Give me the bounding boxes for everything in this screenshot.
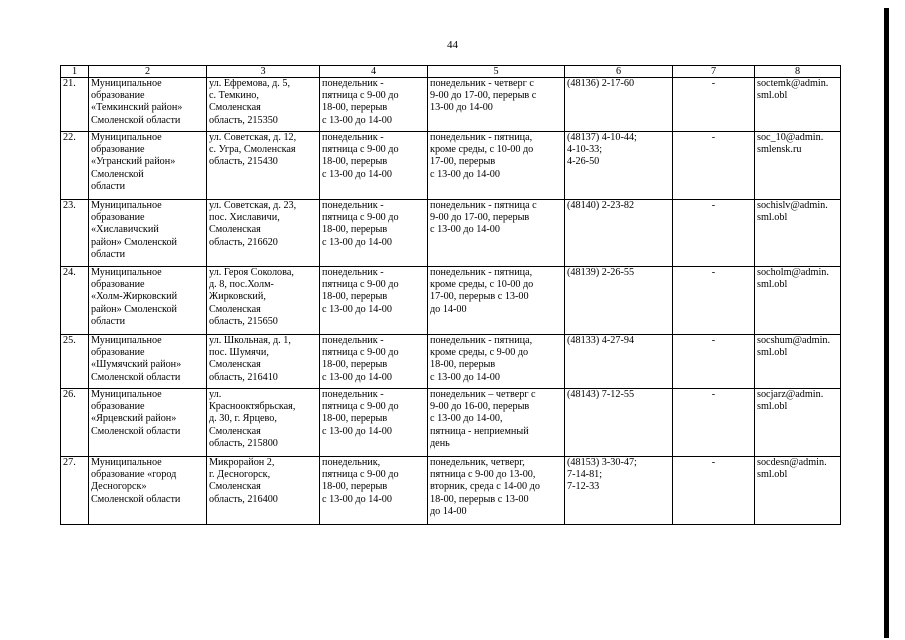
column-7-value: - <box>673 389 755 457</box>
page-edge-bar <box>884 8 889 638</box>
address: ул. Советская, д. 12, с. Угра, Смоленская область, 215430 <box>207 132 320 200</box>
row-number: 26. <box>61 389 89 457</box>
address: Микрорайон 2, г. Десногорск, Смоленская область, 216400 <box>207 457 320 525</box>
email: socdesn@admin. sml.obl <box>755 457 841 525</box>
reception-hours: понедельник - пятница, кроме среды, с 10-00 до 17-00, перерыв с 13-00 до 14-00 <box>428 267 565 335</box>
reception-hours: понедельник - пятница, кроме среды, с 10-00 до 17-00, перерыв с 13-00 до 14-00 <box>428 132 565 200</box>
email: soc_10@admin. smlensk.ru <box>755 132 841 200</box>
email: socholm@admin. sml.obl <box>755 267 841 335</box>
column-7-value: - <box>673 457 755 525</box>
municipality-name: Муниципальное образование «Угранский район» Смоленской области <box>89 132 207 200</box>
table-row <box>61 457 841 525</box>
column-7-value: - <box>673 267 755 335</box>
email: sochislv@admin. sml.obl <box>755 200 841 267</box>
working-hours: понедельник - пятница с 9-00 до 18-00, перерыв с 13-00 до 14-00 <box>320 200 428 267</box>
working-hours: понедельник - пятница с 9-00 до 18-00, перерыв с 13-00 до 14-00 <box>320 389 428 457</box>
header-cell: 8 <box>755 66 841 78</box>
header-cell: 6 <box>565 66 673 78</box>
address: ул. Героя Соколова, д. 8, пос.Холм- Жирковский, Смоленская область, 215650 <box>207 267 320 335</box>
header-cell: 4 <box>320 66 428 78</box>
email: socshum@admin. sml.obl <box>755 335 841 389</box>
reception-hours: понедельник - пятница с 9-00 до 17-00, перерыв с 13-00 до 14-00 <box>428 200 565 267</box>
table-row <box>61 389 841 457</box>
table-row <box>61 335 841 389</box>
email: soctemk@admin. sml.obl <box>755 78 841 132</box>
column-7-value: - <box>673 335 755 389</box>
municipality-name: Муниципальное образование «Хиславичский район» Смоленской области <box>89 200 207 267</box>
municipality-name: Муниципальное образование «Шумячский район» Смоленской области <box>89 335 207 389</box>
reception-hours: понедельник – четверг с 9-00 до 16-00, перерыв с 13-00 до 14-00, пятница - неприемный день <box>428 389 565 457</box>
municipality-name: Муниципальное образование «Холм-Жирковский район» Смоленской области <box>89 267 207 335</box>
row-number: 22. <box>61 132 89 200</box>
working-hours: понедельник - пятница с 9-00 до 18-00, перерыв с 13-00 до 14-00 <box>320 78 428 132</box>
working-hours: понедельник - пятница с 9-00 до 18-00, перерыв с 13-00 до 14-00 <box>320 267 428 335</box>
address: ул. Ефремова, д. 5, с. Темкино, Смоленская область, 215350 <box>207 78 320 132</box>
header-cell: 3 <box>207 66 320 78</box>
municipality-name: Муниципальное образование «город Десногорск» Смоленской области <box>89 457 207 525</box>
email: socjarz@admin. sml.obl <box>755 389 841 457</box>
address: ул. Школьная, д. 1, пос. Шумячи, Смоленская область, 216410 <box>207 335 320 389</box>
address: ул. Красноoктябрьская, д. 30, г. Ярцево, Смоленская область, 215800 <box>207 389 320 457</box>
column-7-value: - <box>673 200 755 267</box>
row-number: 27. <box>61 457 89 525</box>
municipality-name: Муниципальное образование «Ярцевский район» Смоленской области <box>89 389 207 457</box>
header-cell: 2 <box>89 66 207 78</box>
header-cell: 7 <box>673 66 755 78</box>
header-row <box>61 66 841 78</box>
column-7-value: - <box>673 132 755 200</box>
table-row <box>61 200 841 267</box>
phone: (48140) 2-23-82 <box>565 200 673 267</box>
header-cell: 5 <box>428 66 565 78</box>
phone: (48136) 2-17-60 <box>565 78 673 132</box>
table-row <box>61 267 841 335</box>
working-hours: понедельник - пятница с 9-00 до 18-00, перерыв с 13-00 до 14-00 <box>320 132 428 200</box>
working-hours: понедельник - пятница с 9-00 до 18-00, перерыв с 13-00 до 14-00 <box>320 335 428 389</box>
reception-hours: понедельник - четверг с 9-00 до 17-00, перерыв с 13-00 до 14-00 <box>428 78 565 132</box>
working-hours: понедельник, пятница с 9-00 до 18-00, перерыв с 13-00 до 14-00 <box>320 457 428 525</box>
row-number: 24. <box>61 267 89 335</box>
institutions-table <box>60 65 841 525</box>
row-number: 23. <box>61 200 89 267</box>
phone: (48153) 3-30-47; 7-14-81; 7-12-33 <box>565 457 673 525</box>
phone: (48139) 2-26-55 <box>565 267 673 335</box>
reception-hours: понедельник, четверг, пятница с 9-00 до 13-00, вторник, среда с 14-00 до 18-00, перерыв с 13-00 до 14-00 <box>428 457 565 525</box>
municipality-name: Муниципальное образование «Темкинский район» Смоленской области <box>89 78 207 132</box>
page-number: 44 <box>447 39 458 51</box>
phone: (48133) 4-27-94 <box>565 335 673 389</box>
reception-hours: понедельник - пятница, кроме среды, с 9-00 до 18-00, перерыв с 13-00 до 14-00 <box>428 335 565 389</box>
table-row <box>61 132 841 200</box>
address: ул. Советская, д. 23, пос. Хиславичи, Смоленская область, 216620 <box>207 200 320 267</box>
row-number: 21. <box>61 78 89 132</box>
phone: (48143) 7-12-55 <box>565 389 673 457</box>
column-7-value: - <box>673 78 755 132</box>
table-row <box>61 78 841 132</box>
header-cell: 1 <box>61 66 89 78</box>
phone: (48137) 4-10-44; 4-10-33; 4-26-50 <box>565 132 673 200</box>
row-number: 25. <box>61 335 89 389</box>
